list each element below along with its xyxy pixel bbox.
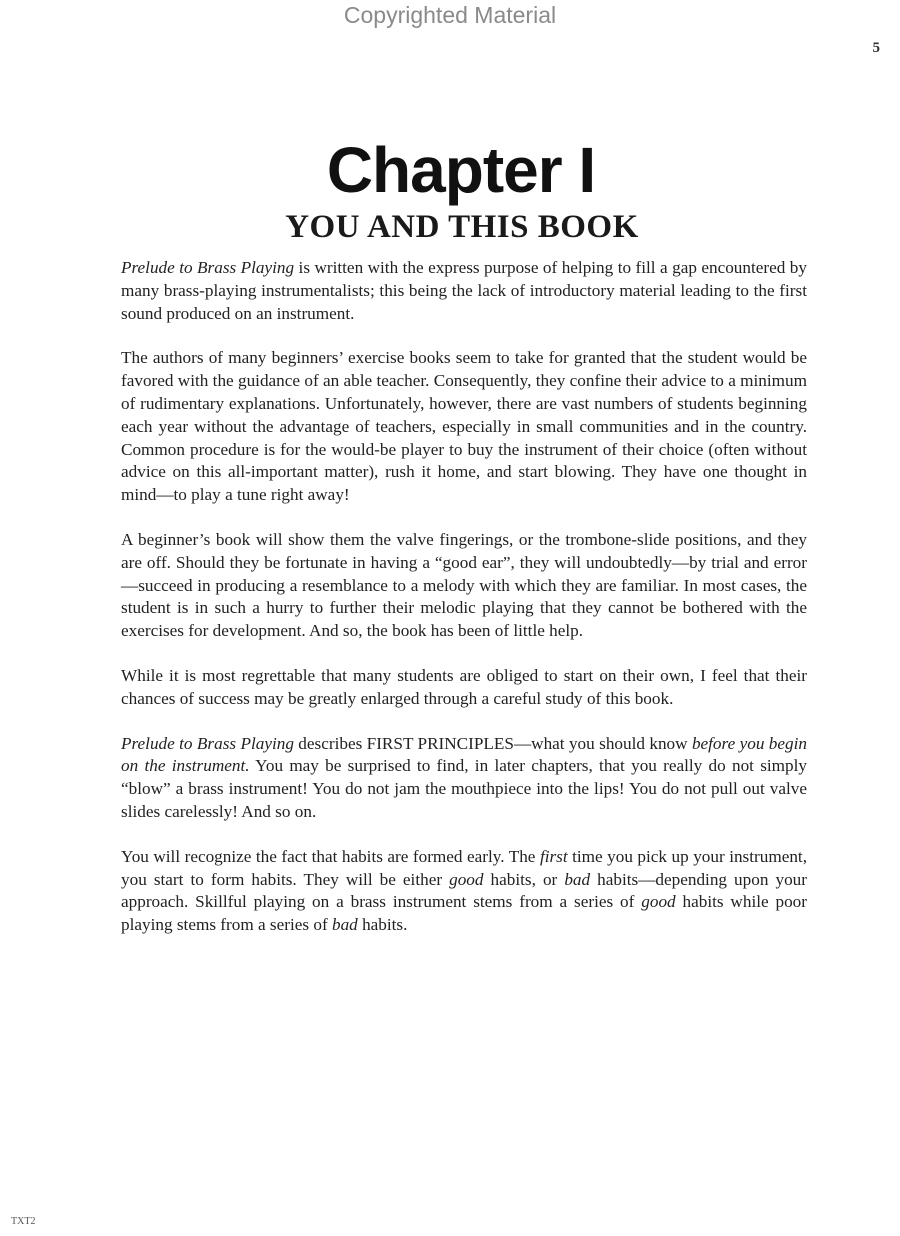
paragraph — [121, 347, 807, 507]
italic-text: before you begin on the instrument. — [121, 733, 807, 776]
paragraph — [121, 257, 807, 325]
paragraph — [121, 733, 807, 824]
text-run: habits while poor playing stems from a series of — [121, 892, 808, 935]
italic-text: Prelude to Brass Playing — [121, 258, 295, 277]
italic-text: bad — [564, 869, 591, 889]
text-run: habits, or — [483, 869, 565, 889]
text-run: time you pick up your instrument, you start to form habits. They will be either — [121, 846, 808, 889]
text-run: habits. — [357, 915, 408, 935]
footer-code: TXT2 — [11, 1216, 36, 1227]
page-number: 5 — [872, 40, 880, 56]
text-run: A beginner’s book will show them the valve fingerings, or the trombone-slide positions, and they are off. Should they be fortunate in having a “good ear”, they will undoubtedly—by trial and error—succeed in producing a resemblance to a melody with which they are familiar. In most cases, the student is in such a hurry to further their melodic playing that they cannot be bothered with the exercises for development. And so, the book has been of little help. — [121, 529, 807, 641]
text-run: is written with the express purpose of helping to fill a gap encountered by many brass-playing instrumentalists; this being the lack of introductory material leading to the first sound produced on an instrument. — [121, 258, 807, 323]
text-run: You may be surprised to find, in later chapters, that you really do not simply “blow” a brass instrument! You do not jam the mouthpiece into the lips! You do not pull out valve slides carelessly! And so on. — [121, 756, 808, 821]
text-run: While it is most regrettable that many students are obliged to start on their own, I feel that their chances of success may be greatly enlarged through a careful study of this book. — [121, 665, 807, 708]
chapter-title: Chapter I — [326, 134, 596, 206]
paragraph — [121, 846, 807, 937]
paragraph — [121, 529, 807, 643]
copyright-watermark: Copyrighted Material — [343, 2, 557, 28]
italic-text: good — [641, 892, 676, 912]
paragraph — [121, 665, 807, 711]
text-run: The authors of many beginners’ exercise books seem to take for granted that the student would be favored with the guidance of an able teacher. Consequently, they confine their advice to a minimum of rudimentary explanations. Unfortunately, however, there are vast numbers of students beginning each year without the advantage of teachers, especially in small communities and in the country. Common procedure is for the would-be player to buy the instrument of their choice (often without advice on this all-important matter), rush it home, and start blowing. They have one thought in mind—to play a tune right away! — [121, 348, 807, 505]
chapter-subtitle: YOU AND THIS BOOK — [285, 209, 639, 245]
italic-text: good — [449, 869, 484, 889]
body-text — [121, 257, 807, 959]
italic-text: bad — [331, 915, 358, 935]
italic-text: Prelude to Brass Playing — [121, 733, 294, 753]
italic-text: first — [539, 846, 568, 866]
text-run: habits—depending upon your approach. Skillful playing on a brass instrument stems from a series of — [121, 869, 807, 912]
text-run: You will recognize the fact that habits are formed early. The — [121, 846, 540, 866]
text-run: describes FIRST PRINCIPLES—what you should know — [293, 733, 692, 753]
